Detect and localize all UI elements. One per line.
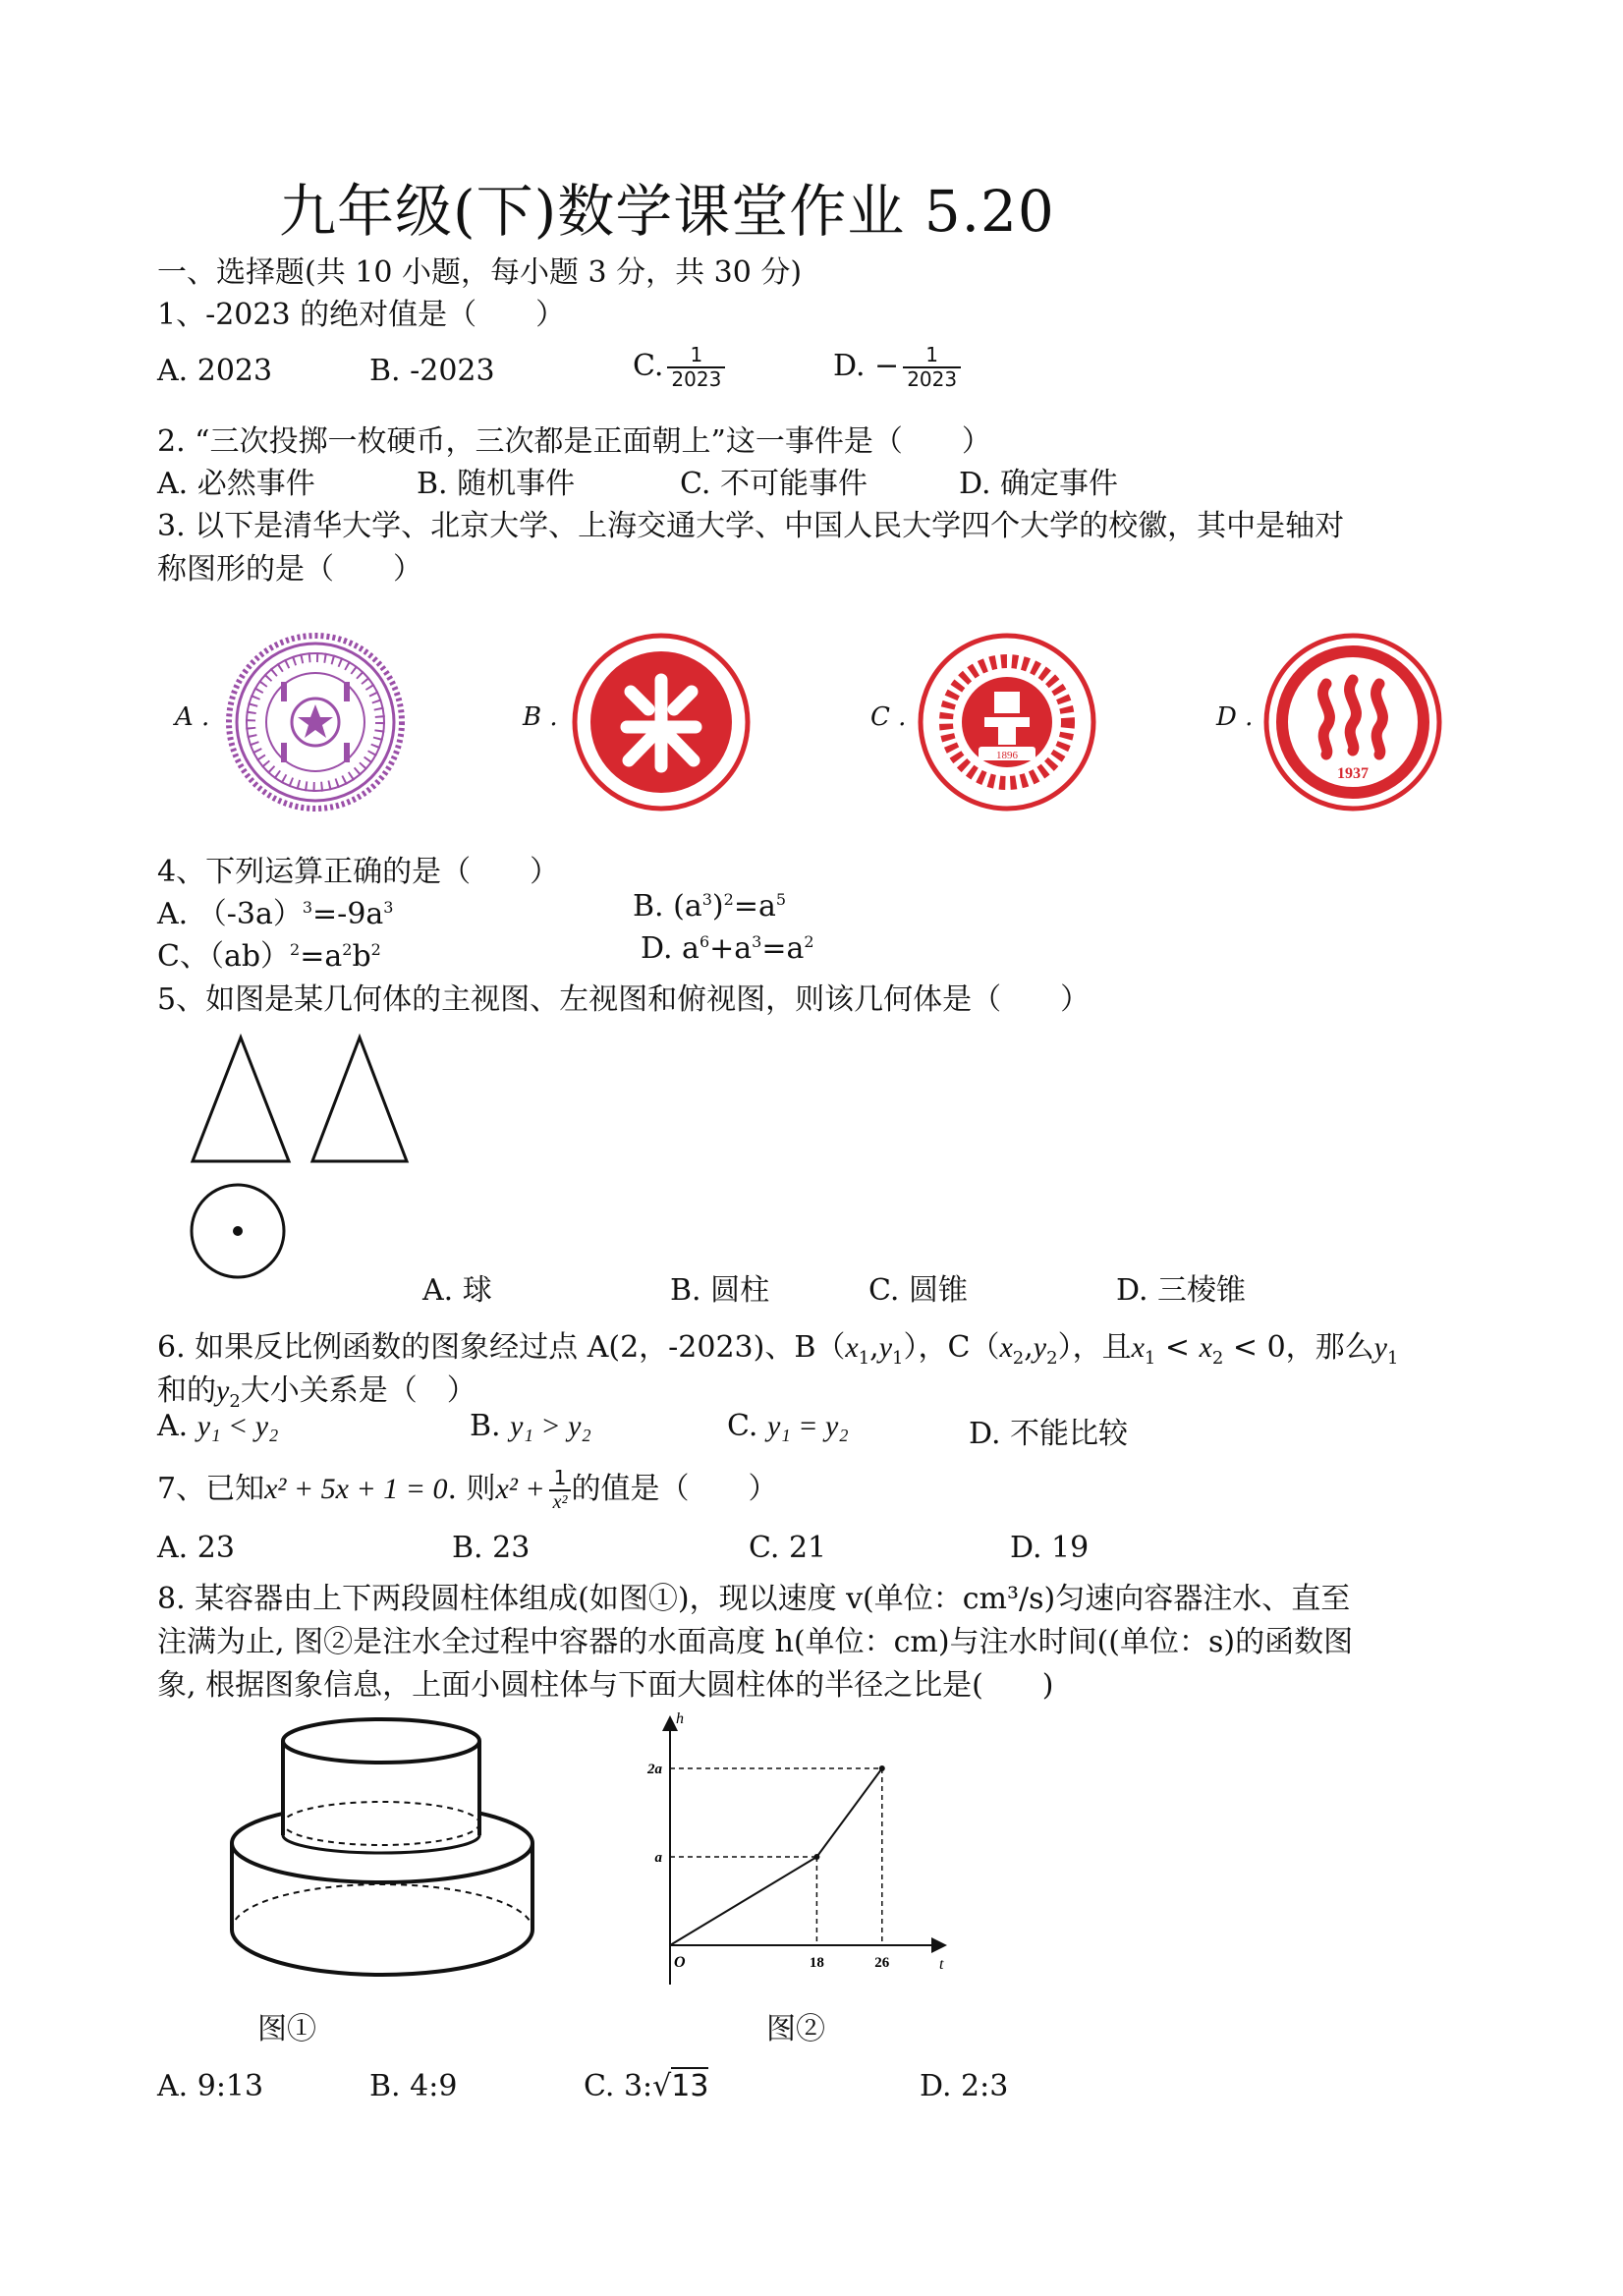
q4-d-text: D. a: [641, 931, 700, 966]
section-heading: 一、选择题(共 10 小题，每小题 3 分，共 30 分): [157, 255, 803, 290]
x-axis-label: t: [939, 1956, 944, 1973]
fraction-numerator: 1: [690, 343, 703, 366]
q5-option-a: A. 球: [422, 1273, 492, 1308]
q8-stem-line3: 象, 根据图象信息，上面小圆柱体与下面大圆柱体的半径之比是( ): [157, 1668, 1054, 1703]
q4-c-exp: 2: [290, 940, 301, 959]
origin-label: O: [674, 1954, 686, 1971]
q6-sub: 1: [1144, 1348, 1156, 1369]
q8-option-c: [584, 2069, 708, 2103]
q4-d-text3: =a: [761, 931, 805, 966]
q6-sub: 2: [229, 1391, 241, 1412]
q1-option-d: [833, 344, 961, 391]
q2-option-a: A. 必然事件: [157, 467, 315, 501]
series-segment: [670, 1857, 816, 1945]
y-tick-label: 2a: [647, 1762, 662, 1777]
q6-sub: 1: [1386, 1348, 1399, 1369]
q3-option-a-label: A .: [175, 702, 210, 732]
q6-stem-line1: [157, 1322, 1398, 1369]
q1-option-c: [633, 344, 725, 391]
q2-stem: 2. “三次投掷一枚硬币，三次都是正面朝上”这一事件是（ ）: [157, 424, 991, 459]
q4-d-exp: 6: [699, 932, 710, 951]
q4-c-text3: b: [352, 939, 371, 974]
q6-option-d: D. 不能比较: [969, 1417, 1129, 1451]
sqrt-radicand: 13: [671, 2069, 709, 2103]
q6-sub: 2: [1211, 1348, 1224, 1369]
water-height-chart: [619, 1709, 953, 1994]
q6-option-a: [157, 1409, 278, 1443]
fraction-numerator: 1: [925, 343, 939, 366]
q7-text2: . 则: [447, 1472, 496, 1506]
q6-a-label: A.: [157, 1409, 197, 1443]
q4-d-text2: +a: [709, 931, 753, 966]
q7-text: 7、已知: [157, 1472, 265, 1506]
q8-option-a: A. 9:13: [157, 2069, 264, 2103]
q7-option-b: B. 23: [452, 1531, 531, 1565]
q4-b-text: B. (a: [633, 889, 702, 924]
q4-c-exp3: 2: [370, 940, 381, 959]
q6-var-y2: y: [1033, 1331, 1047, 1364]
x-tick-label: 26: [874, 1955, 890, 1971]
fraction-denominator: 2023: [667, 366, 725, 391]
q6-b-label: B.: [470, 1409, 511, 1443]
q6-var-y1: y: [878, 1331, 893, 1364]
q8-option-b: B. 4:9: [369, 2069, 458, 2103]
q6-ineq-x1: x: [1131, 1331, 1145, 1364]
q6-c-label: C.: [727, 1409, 767, 1443]
q6-text5: 和的: [157, 1373, 216, 1408]
data-point: [879, 1765, 885, 1771]
side-view-triangle: [312, 1037, 407, 1161]
q6-var-y2b: y: [216, 1374, 230, 1407]
q6-var-x2: x: [999, 1331, 1013, 1364]
q4-b-text2: ): [711, 889, 724, 924]
fraction-numerator: 1: [553, 1466, 567, 1489]
q4-d-exp2: 3: [752, 932, 762, 951]
q4-c-exp2: 2: [342, 940, 353, 959]
q6-lt: <: [1155, 1330, 1200, 1365]
q6-text: 6. 如果反比例函数的图象经过点 A(2，-2023)、B（: [157, 1330, 846, 1365]
q6-option-c: [727, 1409, 849, 1443]
sjtu-emblem-icon: [916, 631, 1098, 813]
q1-option-c-fraction: [667, 344, 725, 391]
sqrt-sign: √: [652, 2069, 672, 2103]
q4-b-exp: 3: [701, 890, 712, 909]
q2-option-d: D. 确定事件: [959, 467, 1119, 501]
y-tick-label: a: [654, 1850, 662, 1866]
q5-option-c: C. 圆锥: [868, 1273, 968, 1308]
q6-text2: ），C（: [903, 1330, 1000, 1365]
q8-stem-line2: 注满为止, 图②是注水全过程中容器的水面高度 h(单位：cm)与注水时间((单位：s)的函数图: [157, 1625, 1354, 1659]
top-view-center-dot: [233, 1226, 243, 1236]
q4-b-exp2: 2: [723, 890, 734, 909]
renmin-emblem-icon: [1261, 631, 1444, 813]
q6-option-b: [470, 1409, 591, 1443]
q8-option-d: D. 2:3: [920, 2069, 1009, 2103]
q5-stem: 5、如图是某几何体的主视图、左视图和俯视图，则该几何体是（ ）: [157, 982, 1091, 1017]
q1-option-d-label: D. −: [833, 349, 900, 383]
three-views-figure: [187, 1032, 422, 1285]
q6-sub: 1: [892, 1348, 904, 1369]
renmin-year: 1937: [1337, 765, 1369, 782]
q3-stem-line1: 3. 以下是清华大学、北京大学、上海交通大学、中国人民大学四个大学的校徽，其中是轴对: [157, 509, 1345, 543]
series-segment: [816, 1768, 881, 1857]
q7-option-d: D. 19: [1010, 1531, 1090, 1565]
q4-a-text2: =-9a: [312, 897, 384, 931]
q4-option-d: [641, 931, 814, 966]
q1-option-c-label: C.: [633, 349, 664, 383]
q4-a-exp2: 3: [383, 898, 394, 917]
q6-text6: 大小关系是（ ）: [240, 1373, 476, 1408]
q3-option-b-label: B .: [523, 702, 558, 732]
q6-sub: 2: [1012, 1348, 1025, 1369]
q7-expression: x² +: [495, 1473, 545, 1505]
q4-option-b: [633, 889, 786, 924]
front-view-triangle: [193, 1037, 289, 1161]
figure-1-caption: 图①: [257, 2012, 316, 2046]
q6-text4: < 0，那么: [1223, 1330, 1374, 1365]
q7-option-c: C. 21: [749, 1531, 827, 1565]
q6-comma: ,: [869, 1330, 879, 1365]
fraction-denominator: x²: [549, 1489, 572, 1514]
q6-a-math: y₁ < y₂: [196, 1410, 279, 1442]
q7-option-a: A. 23: [157, 1531, 235, 1565]
q2-option-b: B. 随机事件: [417, 467, 576, 501]
q8-stem-line1: 8. 某容器由上下两段圆柱体组成(如图①)，现以速度 v(单位：cm³/s)匀速向容器注水、直至: [157, 1582, 1351, 1616]
q2-option-c: C. 不可能事件: [680, 467, 867, 501]
q7-stem: [157, 1464, 777, 1514]
q5-option-d: D. 三棱锥: [1116, 1273, 1247, 1308]
q6-stem-line2: [157, 1366, 476, 1412]
page-title: 九年级(下)数学课堂作业 5.20: [279, 178, 1055, 245]
q6-c-math: y₁ = y₂: [766, 1410, 849, 1442]
q4-option-c: [157, 931, 381, 975]
figure-2-caption: 图②: [766, 2012, 825, 2046]
q4-d-exp3: 2: [804, 932, 814, 951]
q1-option-b: B. -2023: [369, 354, 495, 388]
fraction-denominator: 2023: [903, 366, 961, 391]
q8-c-label: C. 3:: [584, 2069, 653, 2103]
peking-emblem-icon: [570, 631, 753, 813]
q4-c-text2: =a: [300, 939, 343, 974]
q3-option-c-label: C .: [870, 702, 907, 732]
q1-option-a: A. 2023: [157, 354, 273, 388]
q6-comma: ,: [1024, 1330, 1034, 1365]
sjtu-year: 1896: [996, 750, 1018, 761]
q4-option-a: [157, 889, 393, 932]
q6-var-x1: x: [845, 1331, 859, 1364]
x-tick-label: 18: [809, 1955, 824, 1971]
tsinghua-emblem-icon: [224, 631, 407, 813]
q4-c-text: C、（ab）: [157, 939, 291, 974]
q1-option-d-fraction: [903, 344, 961, 391]
q4-a-text: A. （-3a）: [157, 897, 303, 931]
data-point: [813, 1854, 819, 1860]
q6-b-math: y₁ > y₂: [510, 1410, 591, 1442]
q6-sub: 1: [858, 1348, 870, 1369]
q5-option-b: B. 圆柱: [670, 1273, 770, 1308]
q4-b-text3: =a: [733, 889, 776, 924]
q7-fraction: [549, 1467, 572, 1514]
q4-a-exp: 3: [302, 898, 313, 917]
y-axis-label: h: [676, 1710, 684, 1727]
q7-equation: x² + 5x + 1 = 0: [264, 1473, 448, 1505]
stacked-cylinders-figure: [222, 1717, 542, 1992]
q6-var-y1b: y: [1373, 1331, 1387, 1364]
q6-sub: 2: [1046, 1348, 1058, 1369]
q7-text3: 的值是（ ）: [571, 1472, 778, 1506]
q1-stem: 1、-2023 的绝对值是（ ）: [157, 298, 566, 332]
q3-stem-line2: 称图形的是（ ）: [157, 552, 422, 587]
q4-stem: 4、下列运算正确的是（ ）: [157, 855, 560, 889]
q4-b-exp3: 5: [775, 890, 787, 909]
q6-ineq-x2: x: [1199, 1331, 1212, 1364]
q3-option-d-label: D .: [1216, 702, 1254, 732]
q6-text3: ），且: [1057, 1330, 1132, 1365]
